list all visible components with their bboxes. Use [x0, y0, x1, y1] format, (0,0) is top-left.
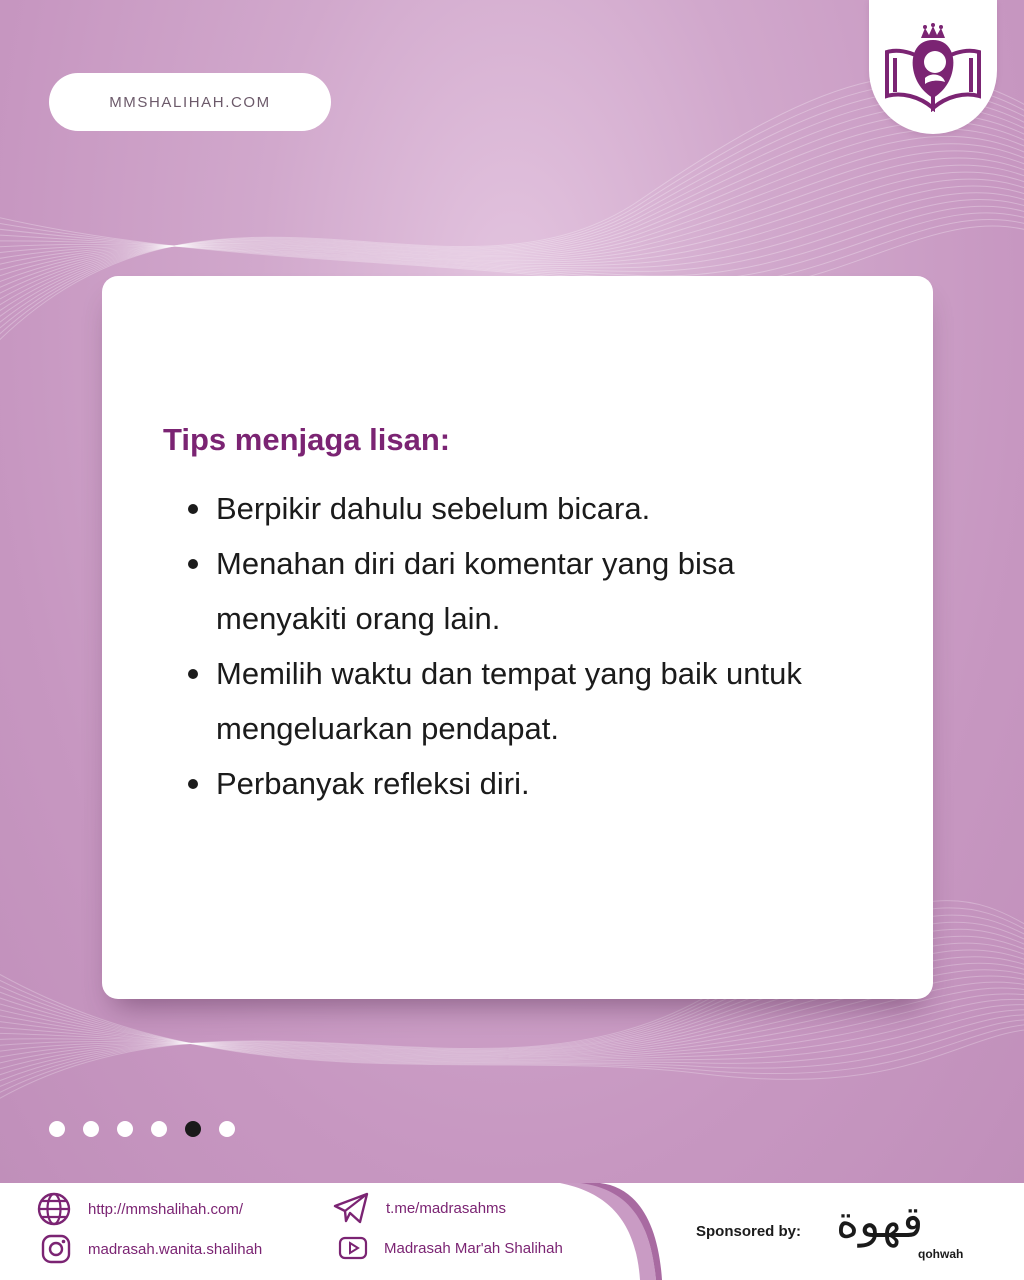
list-item	[163, 481, 863, 536]
logo-badge	[869, 0, 997, 134]
logo-icon	[881, 22, 985, 112]
pagination-dot[interactable]	[117, 1121, 133, 1137]
sponsor-logo-arabic: قهوة	[836, 1197, 924, 1248]
instagram-text: madrasah.wanita.shalihah	[88, 1240, 263, 1258]
footer-telegram-link[interactable]	[332, 1191, 506, 1225]
carousel-pagination	[49, 1121, 235, 1137]
sponsor-logo-name: qohwah	[918, 1247, 964, 1261]
list-item	[163, 756, 863, 811]
list-item	[163, 646, 863, 756]
bullet-icon	[188, 669, 198, 679]
footer-youtube-link[interactable]	[338, 1235, 563, 1261]
website-text: http://mmshalihah.com/	[88, 1200, 244, 1218]
youtube-icon	[338, 1235, 368, 1261]
telegram-text: t.me/madrasahms	[386, 1199, 507, 1217]
tips-card	[102, 276, 933, 999]
footer-instagram-link[interactable]	[40, 1233, 262, 1265]
card-title: Tips menjaga lisan:	[163, 422, 451, 457]
youtube-text: Madrasah Mar'ah Shalihah	[384, 1239, 563, 1257]
bullet-icon	[188, 779, 198, 789]
bullet-icon	[188, 504, 198, 514]
site-url-label: MMSHALIHAH.COM	[109, 93, 271, 111]
bullet-icon	[188, 559, 198, 569]
pagination-dot[interactable]	[49, 1121, 65, 1137]
footer-website-link[interactable]	[36, 1191, 243, 1227]
tip-text: Menahan diri dari komentar yang bisa menyakiti orang lain.	[216, 546, 735, 636]
footer	[0, 1183, 1024, 1280]
pagination-dot[interactable]	[219, 1121, 235, 1137]
sponsor-logo[interactable]	[836, 1195, 976, 1273]
footer-swoosh	[560, 1183, 680, 1280]
instagram-icon	[40, 1233, 72, 1265]
pagination-dot[interactable]	[185, 1121, 201, 1137]
telegram-icon	[332, 1191, 370, 1225]
tips-list	[163, 481, 863, 811]
tip-text: Memilih waktu dan tempat yang baik untuk mengeluarkan pendapat.	[216, 656, 802, 746]
site-url-pill[interactable]	[49, 73, 331, 131]
globe-icon	[36, 1191, 72, 1227]
pagination-dot[interactable]	[151, 1121, 167, 1137]
list-item	[163, 536, 863, 646]
sponsored-label: Sponsored by:	[696, 1223, 802, 1240]
pagination-dot[interactable]	[83, 1121, 99, 1137]
tip-text: Berpikir dahulu sebelum bicara.	[216, 491, 651, 526]
tip-text: Perbanyak refleksi diri.	[216, 766, 530, 801]
